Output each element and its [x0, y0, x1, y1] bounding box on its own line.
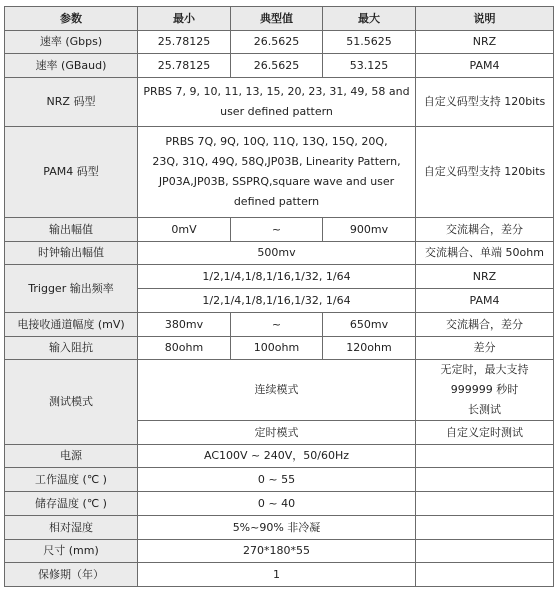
row-label: 相对湿度	[5, 516, 138, 540]
table-row	[5, 563, 554, 587]
cell-note: 自定义定时测试	[416, 421, 554, 445]
cell-max: 53.125	[323, 54, 416, 78]
cell-value	[138, 78, 416, 127]
cell-max: 51.5625	[323, 31, 416, 54]
row-label: 尺寸 (mm)	[5, 540, 138, 563]
table-row	[5, 54, 554, 78]
row-label: 速率 (GBaud)	[5, 54, 138, 78]
cell-value: 1/2,1/4,1/8,1/16,1/32, 1/64	[138, 265, 416, 289]
table-row	[5, 360, 554, 421]
cell-note: NRZ	[416, 265, 554, 289]
cell-min: 80ohm	[138, 337, 231, 360]
pattern-line: PRBS 7Q, 9Q, 10Q, 11Q, 13Q, 15Q, 20Q,	[165, 135, 388, 148]
cell-note: 交流耦合，差分	[416, 313, 554, 337]
cell-max: 900mv	[323, 218, 416, 242]
cell-typ: ~	[231, 313, 323, 337]
cell-typ: 26.5625	[231, 54, 323, 78]
header-max: 最大	[323, 7, 416, 31]
cell-note	[416, 360, 554, 421]
cell-value: 1/2,1/4,1/8,1/16,1/32, 1/64	[138, 289, 416, 313]
cell-note	[416, 445, 554, 468]
cell-typ: 26.5625	[231, 31, 323, 54]
table-row	[5, 218, 554, 242]
cell-min: 0mV	[138, 218, 231, 242]
cell-note	[416, 563, 554, 587]
cell-value	[138, 127, 416, 218]
cell-note	[416, 468, 554, 492]
table-row	[5, 31, 554, 54]
cell-typ: 100ohm	[231, 337, 323, 360]
cell-note: 自定义码型支持 120bits	[416, 127, 554, 218]
cell-note: NRZ	[416, 31, 554, 54]
cell-note	[416, 516, 554, 540]
row-label: 工作温度 (℃ )	[5, 468, 138, 492]
cell-min: 25.78125	[138, 54, 231, 78]
table-row	[5, 78, 554, 127]
note-line: 长测试	[468, 403, 501, 416]
note-line: 无定时，最大支持 999999 秒时	[440, 363, 529, 396]
header-param: 参数	[5, 7, 138, 31]
table-row	[5, 242, 554, 265]
table-row	[5, 540, 554, 563]
cell-value: AC100V ~ 240V，50/60Hz	[138, 445, 416, 468]
cell-note: 差分	[416, 337, 554, 360]
pattern-line: user defined pattern	[220, 105, 333, 118]
row-label: PAM4 码型	[5, 127, 138, 218]
cell-note	[416, 540, 554, 563]
cell-value: 连续模式	[138, 360, 416, 421]
row-label: 测试模式	[5, 360, 138, 445]
cell-value: 0 ~ 55	[138, 468, 416, 492]
table-row	[5, 492, 554, 516]
row-label: 时钟输出幅值	[5, 242, 138, 265]
cell-value: 0 ~ 40	[138, 492, 416, 516]
pattern-line: JP03A,JP03B, SSPRQ,square wave and user	[158, 175, 395, 188]
table-row	[5, 445, 554, 468]
pattern-line: PRBS 7, 9, 10, 11, 13, 15, 20, 23, 31, 49, 58 and	[143, 85, 410, 98]
cell-value: 500mv	[138, 242, 416, 265]
header-typ: 典型值	[231, 7, 323, 31]
table-row	[5, 313, 554, 337]
table-row	[5, 337, 554, 360]
header-row	[5, 7, 554, 31]
table-row	[5, 516, 554, 540]
spec-table	[4, 6, 554, 587]
cell-value: 定时模式	[138, 421, 416, 445]
header-note: 说明	[416, 7, 554, 31]
cell-max: 650mv	[323, 313, 416, 337]
table-row	[5, 265, 554, 289]
cell-note	[416, 492, 554, 516]
cell-min: 380mv	[138, 313, 231, 337]
cell-note: PAM4	[416, 289, 554, 313]
row-label: 电接收通道幅度 (mV)	[5, 313, 138, 337]
cell-value: 1	[138, 563, 416, 587]
table-row	[5, 127, 554, 218]
cell-note: 交流耦合、单端 50ohm	[416, 242, 554, 265]
pattern-line: 23Q, 31Q, 49Q, 58Q,JP03B, Linearity Pattern,	[152, 155, 401, 168]
header-min: 最小	[138, 7, 231, 31]
cell-note: 自定义码型支持 120bits	[416, 78, 554, 127]
cell-note: PAM4	[416, 54, 554, 78]
row-label: 输入阻抗	[5, 337, 138, 360]
row-label: 储存温度 (℃ )	[5, 492, 138, 516]
cell-min: 25.78125	[138, 31, 231, 54]
cell-max: 120ohm	[323, 337, 416, 360]
pattern-line: defined pattern	[233, 195, 320, 208]
row-label: 输出幅值	[5, 218, 138, 242]
table-row	[5, 468, 554, 492]
row-label: 电源	[5, 445, 138, 468]
row-label: NRZ 码型	[5, 78, 138, 127]
row-label: 速率 (Gbps)	[5, 31, 138, 54]
cell-value: 270*180*55	[138, 540, 416, 563]
cell-note: 交流耦合，差分	[416, 218, 554, 242]
cell-value: 5%~90% 非冷凝	[138, 516, 416, 540]
row-label: Trigger 输出频率	[5, 265, 138, 313]
cell-typ: ~	[231, 218, 323, 242]
row-label: 保修期（年）	[5, 563, 138, 587]
